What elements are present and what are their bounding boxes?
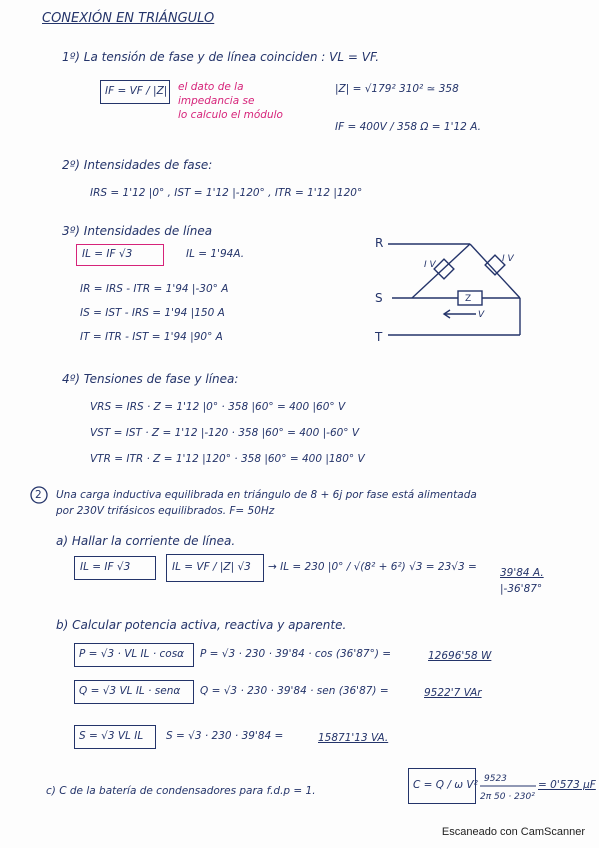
p-result: 12696'58 W [428, 650, 492, 662]
c-result: = 0'573 μF [538, 779, 596, 791]
current-label-left: I V [424, 260, 436, 270]
node-label-t: T [375, 330, 383, 344]
node-label-r: R [375, 236, 384, 250]
note-line-3: lo calculo el módulo [178, 109, 283, 121]
part-a-formula-1: IL = IF √3 [80, 561, 131, 573]
it-line: IT = ITR - IST = 1'94 |90° A [80, 331, 223, 343]
part-a-calc: → IL = 230 |0° / √(8² + 6²) √3 = 23√3 = [268, 561, 477, 573]
part-a-result: 39'84 A. [500, 567, 544, 579]
note-line-2: impedancia se [178, 95, 255, 107]
part-a-heading: a) Hallar la corriente de línea. [56, 534, 236, 548]
formula-il: IL = IF √3 [82, 248, 133, 260]
part-b-heading: b) Calcular potencia activa, reactiva y aparente. [56, 618, 347, 632]
p-calc: P = √3 · 230 · 39'84 · cos (36'87°) = [200, 648, 392, 660]
problem-2-text-1: Una carga inductiva equilibrada en triángulo de 8 + 6j por fase está alimentada [56, 489, 477, 501]
current-label-right: I V [502, 254, 514, 264]
c-numerator: 9523 [484, 774, 507, 784]
formula-if: IF = VF / |Z| [105, 85, 168, 97]
s-calc: S = √3 · 230 · 39'84 = [166, 730, 284, 742]
section-1-heading: 1º) La tensión de fase y de línea coinciden : VL = VF. [62, 50, 380, 64]
impedance-label: Z [465, 294, 472, 304]
c-denominator: 2π 50 · 230² [480, 792, 535, 802]
section-3-heading: 3º) Intensidades de línea [62, 224, 213, 238]
il-value: IL = 1'94A. [186, 248, 245, 260]
part-c-heading: c) C de la batería de condensadores para f.d.p = 1. [46, 785, 316, 797]
p-formula: P = √3 · VL IL · cosα [79, 648, 185, 660]
note-line-1: el dato de la [178, 81, 244, 93]
is-line: IS = IST - IRS = 1'94 |150 A [80, 307, 225, 319]
problem-2-text-2: por 230V trifásicos equilibrados. F= 50Hz [56, 505, 275, 517]
section-2-heading: 2º) Intensidades de fase: [62, 158, 213, 172]
s-result: 15871'13 VA. [318, 732, 389, 744]
s-formula: S = √3 VL IL [79, 730, 144, 742]
part-a-formula-2: IL = VF / |Z| √3 [172, 561, 251, 573]
if-calc: IF = 400V / 358 Ω = 1'12 A. [335, 121, 481, 133]
vrs-line: VRS = IRS · Z = 1'12 |0° · 358 |60° = 400 |60° V [90, 401, 346, 413]
vst-line: VST = IST · Z = 1'12 |-120 · 358 |60° = 400 |-60° V [90, 427, 360, 439]
part-a-angle: |-36'87° [500, 583, 543, 595]
phase-currents: IRS = 1'12 |0° , IST = 1'12 |-120° , ITR = 1'12 |120° [90, 187, 363, 199]
node-label-s: S [375, 291, 383, 305]
c-formula: C = Q / ω V² [413, 779, 478, 791]
problem-number: 2 [35, 489, 42, 501]
q-formula: Q = √3 VL IL · senα [79, 685, 181, 697]
z-module-calc: |Z| = √179² 310² ≃ 358 [335, 83, 459, 95]
section-4-heading: 4º) Tensiones de fase y línea: [62, 372, 239, 386]
page-title: CONEXIÓN EN TRIÁNGULO [42, 11, 215, 26]
vtr-line: VTR = ITR · Z = 1'12 |120° · 358 |60° = 400 |180° V [90, 453, 365, 465]
voltage-label: V [478, 310, 485, 320]
ir-line: IR = IRS - ITR = 1'94 |-30° A [80, 283, 229, 295]
q-result: 9522'7 VAr [424, 687, 482, 699]
scanner-footer: Escaneado con CamScanner [441, 826, 585, 838]
q-calc: Q = √3 · 230 · 39'84 · sen (36'87) = [200, 685, 389, 697]
